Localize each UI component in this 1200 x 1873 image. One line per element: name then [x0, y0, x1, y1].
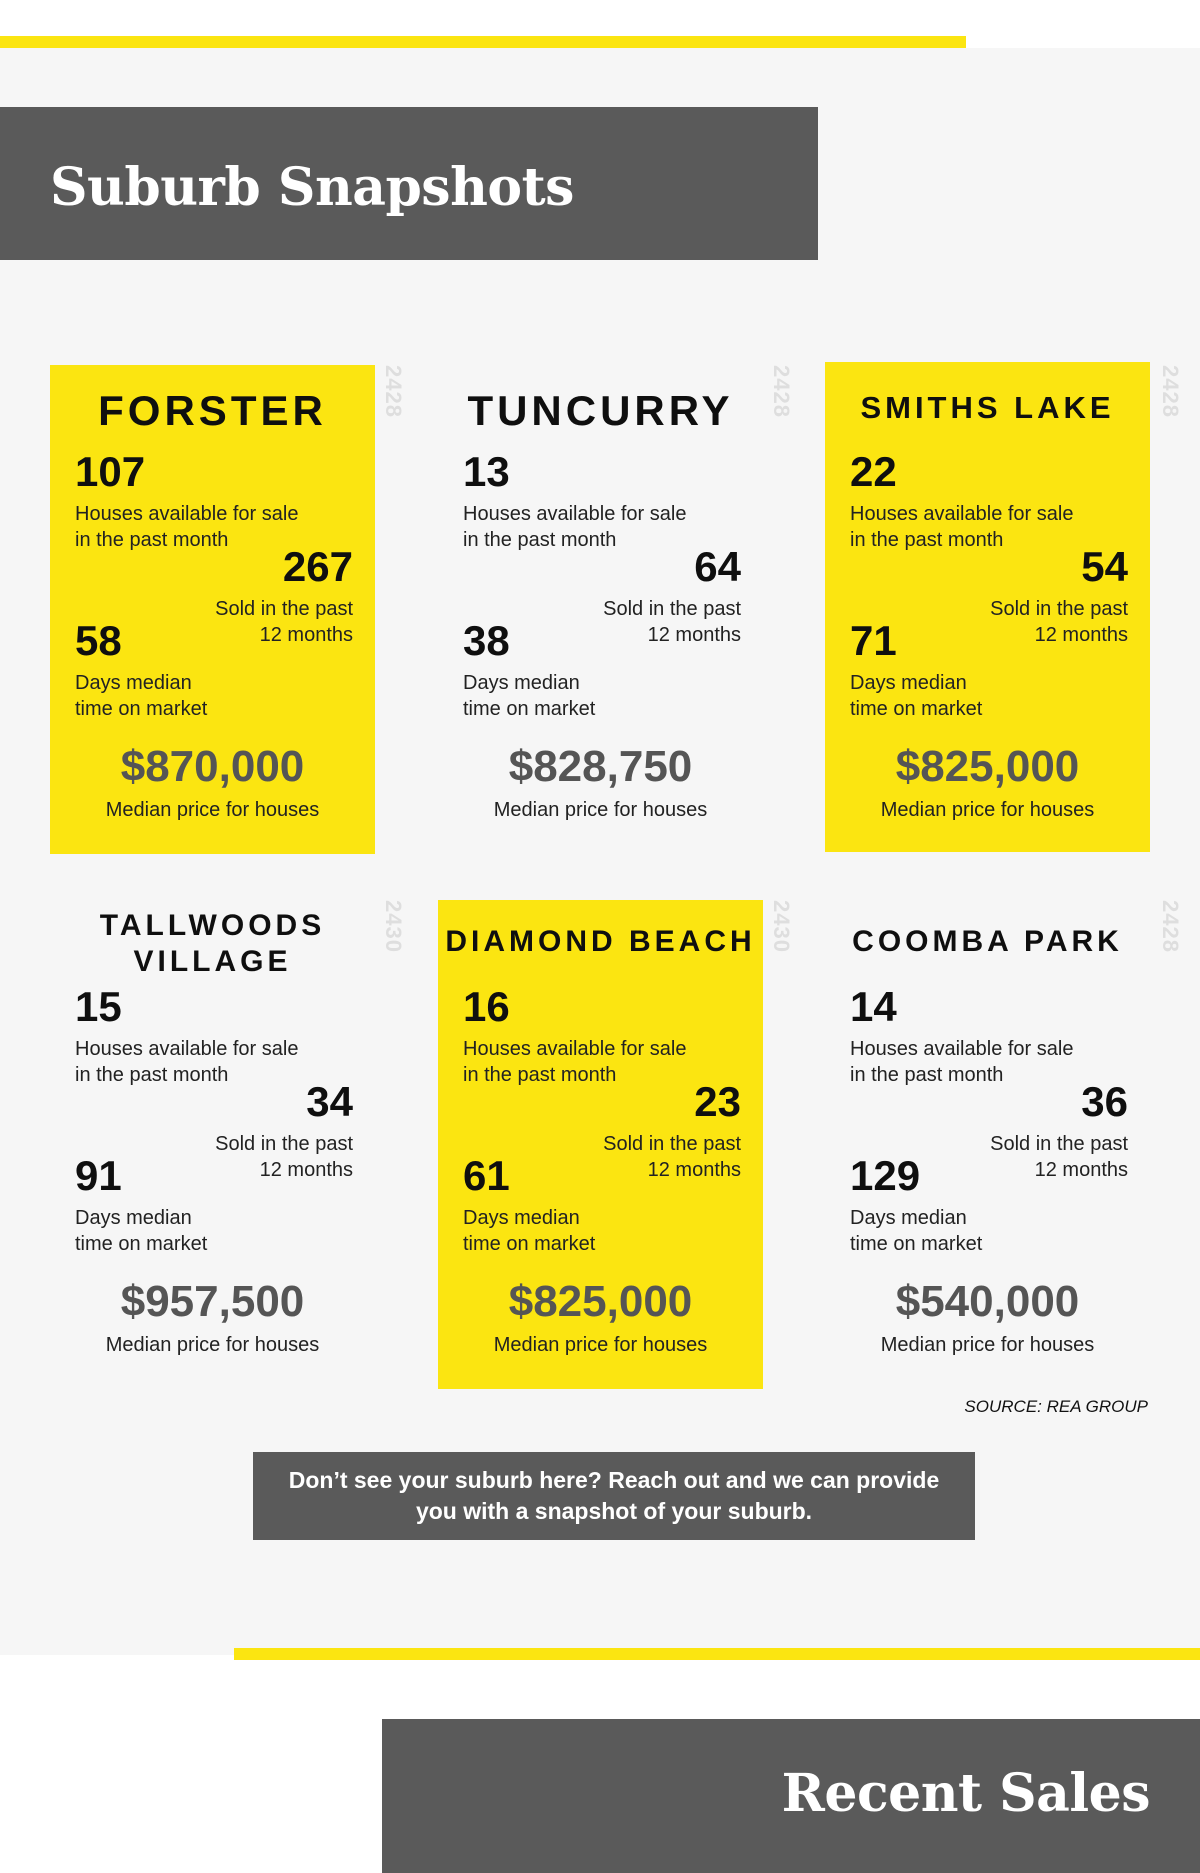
suburb-name: TUNCURRY — [467, 387, 734, 434]
median-price: $870,000 — [120, 742, 305, 791]
sold-12m-value: 267 — [282, 543, 353, 590]
suburb-name: FORSTER — [98, 387, 327, 434]
houses-for-sale-value: 14 — [850, 983, 897, 1030]
median-price-label: Median price for houses — [493, 799, 708, 821]
postcode-watermark: 2428 — [1158, 365, 1183, 418]
days-on-market-value: 58 — [75, 617, 122, 664]
houses-for-sale-label: Houses available for sale in the past month — [463, 503, 687, 551]
sold-12m-value: 54 — [1081, 543, 1128, 590]
houses-for-sale-value: 13 — [463, 448, 510, 495]
suburb-card-smiths-lake — [825, 362, 1150, 852]
accent-bar-top — [0, 36, 966, 48]
suburb-name: TALLWOODS VILLAGE — [99, 909, 326, 978]
source-note: SOURCE: REA GROUP — [964, 1397, 1148, 1416]
accent-bar-bottom — [234, 1648, 1200, 1660]
suburb-card-tallwoods-village — [50, 900, 375, 1389]
suburb-card-diamond-beach — [438, 900, 763, 1389]
sold-12m-value: 34 — [306, 1078, 353, 1125]
days-on-market-label: Days median time on market — [463, 672, 596, 720]
suburb-card-forster — [50, 365, 375, 854]
sold-12m-label: Sold in the past 12 months — [215, 1133, 353, 1181]
days-on-market-label: Days median time on market — [850, 1207, 983, 1255]
median-price: $828,750 — [508, 742, 693, 791]
suburb-card-tuncurry — [438, 365, 763, 854]
sold-12m-label: Sold in the past 12 months — [603, 598, 741, 646]
postcode-watermark: 2428 — [1158, 900, 1183, 953]
sold-12m-label: Sold in the past 12 months — [215, 598, 353, 646]
houses-for-sale-value: 16 — [463, 983, 510, 1030]
page-title: Suburb Snapshots — [50, 157, 574, 218]
postcode-watermark: 2428 — [769, 365, 794, 418]
median-price-label: Median price for houses — [105, 799, 320, 821]
days-on-market-label: Days median time on market — [75, 672, 208, 720]
sold-12m-label: Sold in the past 12 months — [603, 1133, 741, 1181]
suburb-name: COOMBA PARK — [852, 925, 1123, 958]
postcode-watermark: 2430 — [769, 900, 794, 953]
houses-for-sale-value: 107 — [75, 448, 146, 495]
houses-for-sale-label: Houses available for sale in the past month — [75, 1038, 299, 1086]
contact-callout-text: Don’t see your suburb here? Reach out and we can provide you with a snapshot of your suburb. — [288, 1467, 940, 1524]
days-on-market-value: 38 — [463, 617, 510, 664]
houses-for-sale-label: Houses available for sale in the past month — [850, 503, 1074, 551]
days-on-market-value: 61 — [463, 1152, 510, 1199]
median-price-label: Median price for houses — [105, 1334, 320, 1356]
suburb-name: DIAMOND BEACH — [445, 925, 756, 958]
median-price: $957,500 — [120, 1277, 305, 1326]
days-on-market-value: 129 — [850, 1152, 921, 1199]
median-price-label: Median price for houses — [880, 799, 1095, 821]
suburb-name: SMITHS LAKE — [860, 390, 1115, 425]
houses-for-sale-label: Houses available for sale in the past month — [850, 1038, 1074, 1086]
sold-12m-value: 36 — [1081, 1078, 1128, 1125]
postcode-watermark: 2428 — [381, 365, 406, 418]
contact-callout — [253, 1452, 975, 1540]
houses-for-sale-label: Houses available for sale in the past month — [463, 1038, 687, 1086]
sold-12m-value: 64 — [694, 543, 741, 590]
recent-sales-title: Recent Sales — [781, 1763, 1150, 1824]
median-price: $540,000 — [895, 1277, 1080, 1326]
days-on-market-value: 91 — [75, 1152, 122, 1199]
houses-for-sale-value: 15 — [75, 983, 122, 1030]
houses-for-sale-value: 22 — [850, 448, 897, 495]
median-price-label: Median price for houses — [880, 1334, 1095, 1356]
median-price: $825,000 — [508, 1277, 693, 1326]
suburb-card-coomba-park — [825, 900, 1150, 1389]
sold-12m-value: 23 — [694, 1078, 741, 1125]
section-header — [0, 107, 818, 260]
days-on-market-value: 71 — [850, 617, 897, 664]
houses-for-sale-label: Houses available for sale in the past month — [75, 503, 299, 551]
days-on-market-label: Days median time on market — [463, 1207, 596, 1255]
recent-sales-header — [382, 1719, 1200, 1873]
postcode-watermark: 2430 — [381, 900, 406, 953]
days-on-market-label: Days median time on market — [850, 672, 983, 720]
median-price: $825,000 — [895, 742, 1080, 791]
sold-12m-label: Sold in the past 12 months — [990, 598, 1128, 646]
days-on-market-label: Days median time on market — [75, 1207, 208, 1255]
sold-12m-label: Sold in the past 12 months — [990, 1133, 1128, 1181]
median-price-label: Median price for houses — [493, 1334, 708, 1356]
